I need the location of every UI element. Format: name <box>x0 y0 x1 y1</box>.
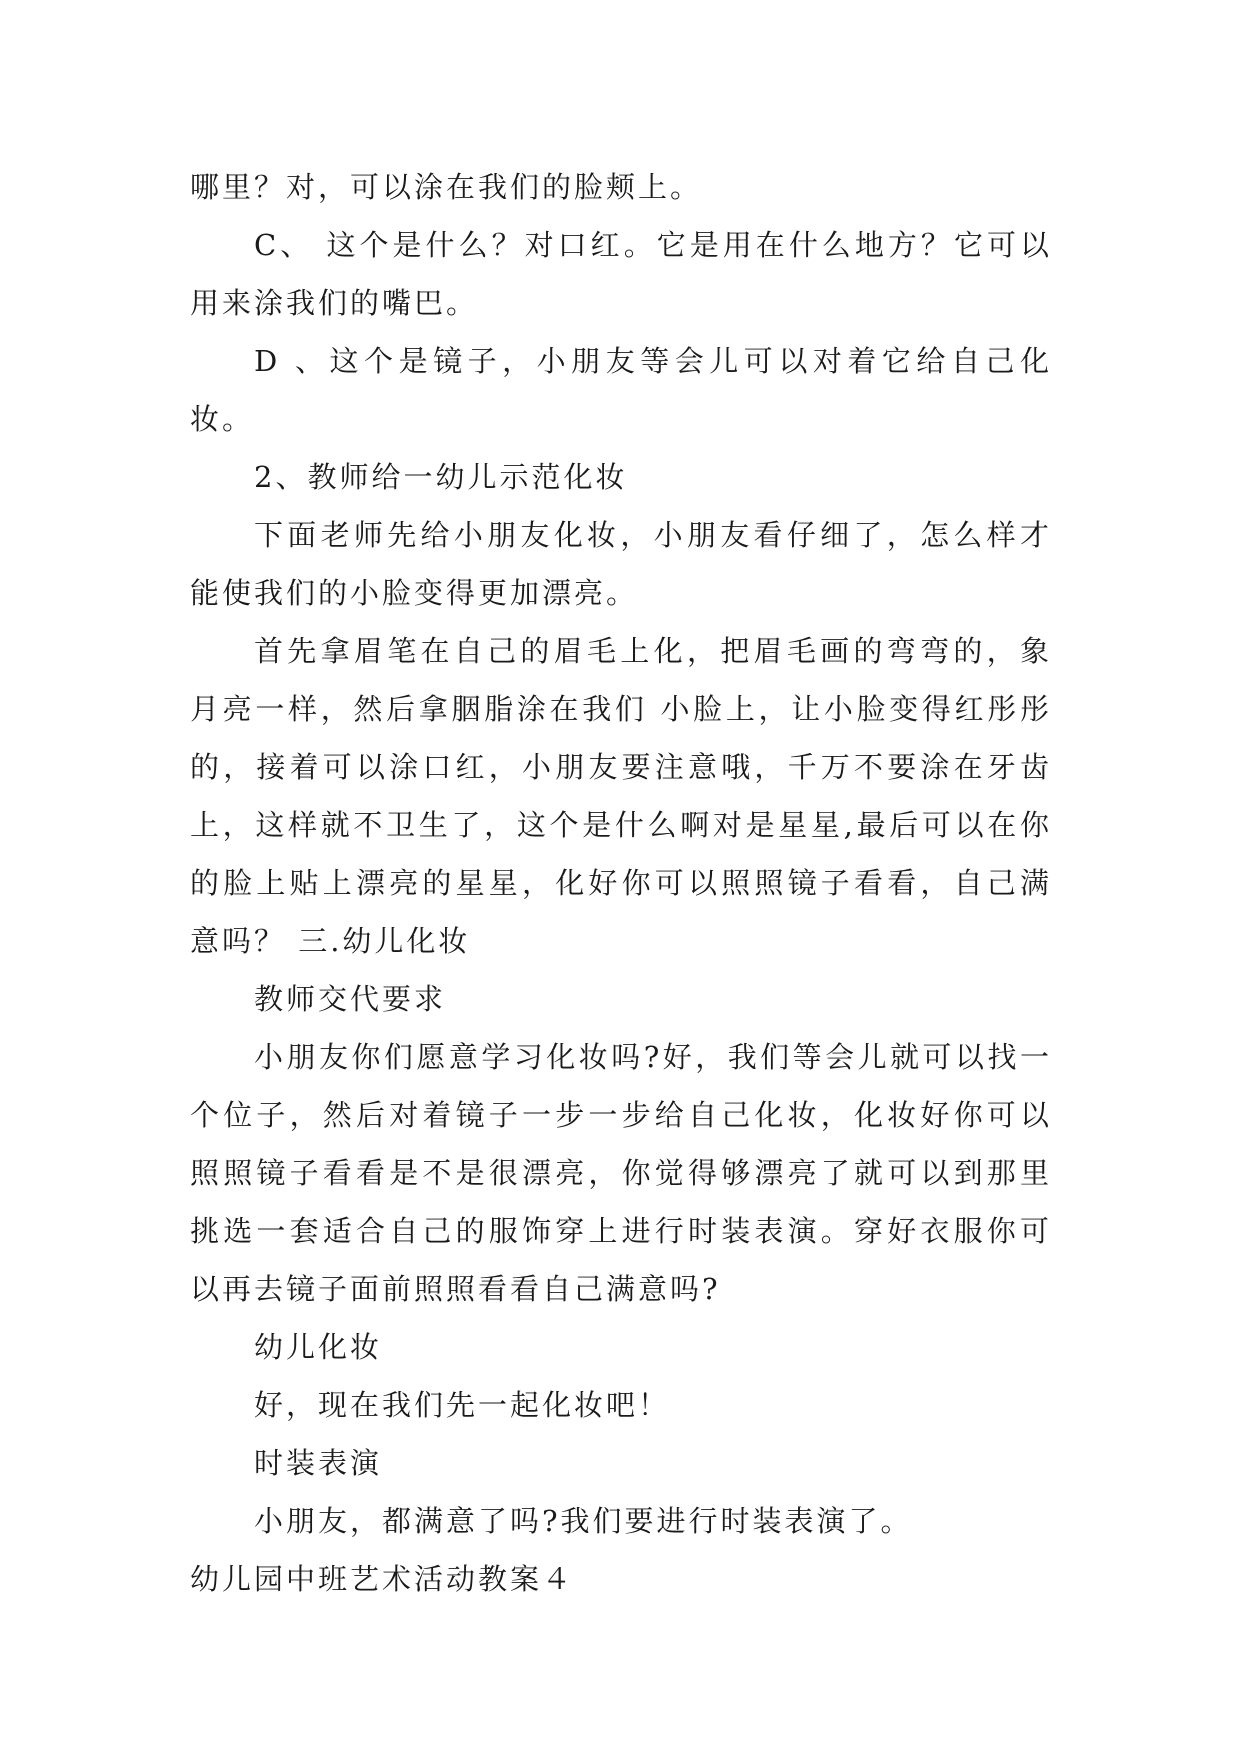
section-heading-child-makeup: 幼儿化妆 <box>254 1330 383 1364</box>
paragraph-mirror: D 、这个是镜子，小朋友等会儿可以对着它给自己化妆。 <box>190 344 1052 436</box>
paragraph-requirements: 小朋友你们愿意学习化妆吗?好，我们等会儿就可以找一个位子，然后对着镜子一步一步给自己化妆，化妆好你可以照照镜子看看是不是很漂亮，你觉得够漂亮了就可以到那里挑选一套适合自己的服饰穿上进行时装表演。穿好衣服你可以再去镜子面前照照看看自己满意吗? <box>190 1040 1052 1306</box>
paragraph-start-makeup: 好，现在我们先一起化妆吧！ <box>254 1388 671 1422</box>
paragraph-cheek-answer: 哪里？对，可以涂在我们的脸颊上。 <box>190 170 703 204</box>
paragraph-fashion-show: 小朋友，都满意了吗?我们要进行时装表演了。 <box>254 1504 913 1538</box>
document-body <box>190 158 1052 1608</box>
paragraph-makeup-steps: 首先拿眉笔在自己的眉毛上化，把眉毛画的弯弯的，象月亮一样，然后拿胭脂涂在我们 小脸上，让小脸变得红彤彤的，接着可以涂口红，小朋友要注意哦，千万不要涂在牙齿上，这样就不卫生了，这个是什么啊对是星星,最后可以在你的脸上贴上漂亮的星星，化好你可以照照镜子看看，自己满意吗？ 三.幼儿化妆 <box>190 634 1052 958</box>
paragraph-lipstick: C、 这个是什么？对口红。它是用在什么地方？它可以用来涂我们的嘴巴。 <box>190 228 1052 320</box>
section-heading-demo: 2、教师给一幼儿示范化妆 <box>254 460 628 494</box>
section-heading-requirements: 教师交代要求 <box>254 982 447 1016</box>
section-heading-fashion-show: 时装表演 <box>254 1446 383 1480</box>
paragraph-teacher-demo: 下面老师先给小朋友化妆，小朋友看仔细了，怎么样才能使我们的小脸变得更加漂亮。 <box>190 518 1052 610</box>
document-section-title: 幼儿园中班艺术活动教案４ <box>190 1562 575 1596</box>
